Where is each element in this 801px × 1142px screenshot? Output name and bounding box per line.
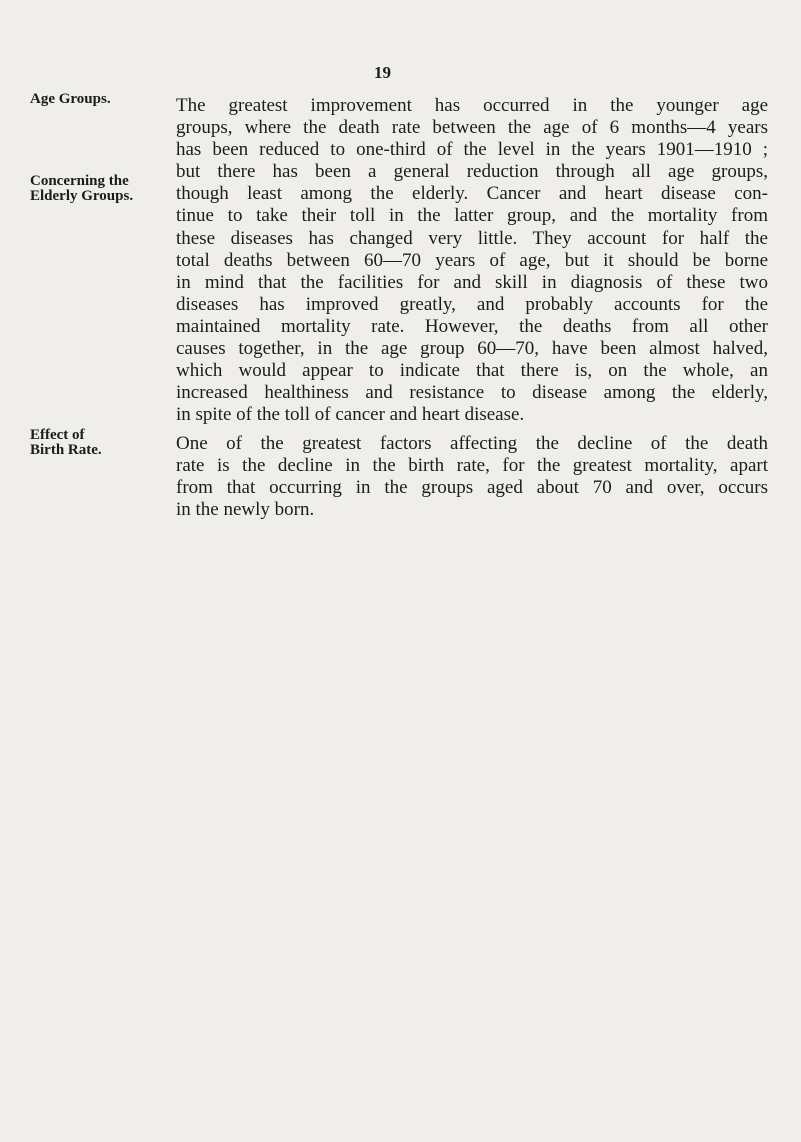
text-line: which would appear to indicate that there is, on the whole, an — [176, 360, 768, 382]
text-line: from that occurring in the groups aged about 70 and over, occurs — [176, 477, 768, 499]
text-line: but there has been a general reduction through all age groups, — [176, 161, 768, 183]
text-line: diseases has improved greatly, and probably accounts for the — [176, 293, 768, 315]
margin-note-line: Elderly Groups. — [30, 188, 134, 204]
text-line: in the newly born. — [176, 499, 315, 521]
text-line: in mind that the facilities for and skill in diagnosis of these two — [176, 271, 768, 293]
text-line: increased healthiness and resistance to disease among the elderly, — [176, 382, 768, 404]
page-number: 19 — [374, 63, 391, 82]
margin-note-line: Birth Rate. — [30, 442, 102, 458]
paragraph-age-groups — [176, 95, 768, 426]
margin-note-line: Effect of — [30, 427, 85, 443]
margin-note-elderly-groups — [30, 174, 160, 204]
margin-note-line: Age Groups. — [30, 91, 111, 107]
text-line: rate is the decline in the birth rate, for the greatest mortality, apart — [176, 455, 768, 477]
text-line: maintained mortality rate. However, the deaths from all other — [176, 315, 768, 337]
text-line: causes together, in the age group 60—70, have been almost halved, — [176, 338, 768, 360]
paragraph-birth-rate — [176, 433, 768, 521]
text-line: though least among the elderly. Cancer and heart disease con- — [176, 183, 768, 205]
text-line: The greatest improvement has occurred in the younger age — [176, 95, 768, 116]
text-line: groups, where the death rate between the age of 6 months—4 years — [176, 117, 768, 139]
text-line: tinue to take their toll in the latter group, and the mortality from — [176, 205, 768, 227]
text-line: has been reduced to one-third of the level in the years 1901—1910 ; — [176, 139, 768, 161]
text-line: total deaths between 60—70 years of age, but it should be borne — [176, 249, 768, 271]
text-line: One of the greatest factors affecting the decline of the death — [176, 433, 768, 454]
text-line: in spite of the toll of cancer and heart disease. — [176, 404, 525, 426]
margin-note-line: Concerning the — [30, 173, 129, 189]
text-line: these diseases has changed very little. They account for half the — [176, 227, 768, 249]
margin-note-age-groups — [30, 92, 160, 107]
margin-note-birth-rate — [30, 428, 160, 458]
